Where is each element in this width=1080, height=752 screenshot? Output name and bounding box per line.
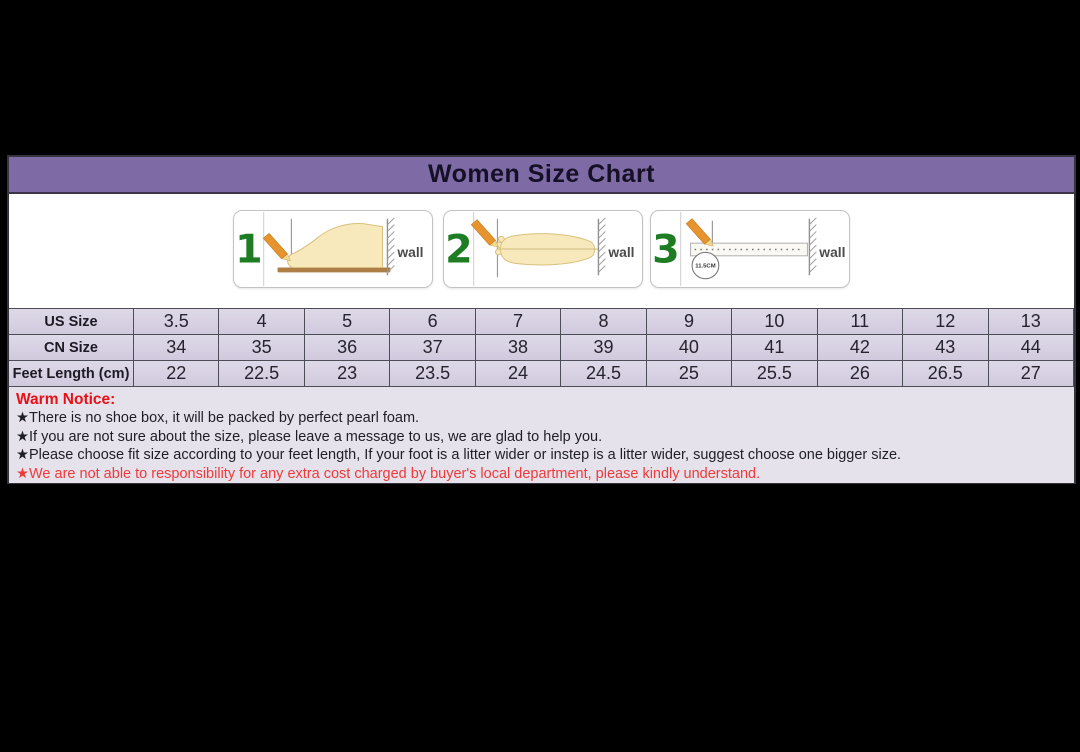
chart-title-bar — [9, 157, 1074, 194]
cn-size-cell: 41 — [732, 335, 817, 361]
row-label-us-size: US Size — [9, 309, 134, 335]
cn-size-cell: 39 — [561, 335, 646, 361]
measure-step-3-figure — [651, 211, 849, 287]
measure-step-3 — [650, 210, 850, 288]
wall-label: wall — [608, 244, 635, 260]
us-size-cell: 11 — [818, 309, 903, 335]
feet-length-cell: 26.5 — [903, 361, 988, 387]
us-size-cell: 3.5 — [134, 309, 219, 335]
cn-size-cell: 40 — [647, 335, 732, 361]
us-size-cell: 6 — [390, 309, 475, 335]
measurement-callout — [692, 252, 719, 278]
board-icon — [278, 268, 391, 273]
feet-length-cell: 25 — [647, 361, 732, 387]
foot-top-icon — [495, 234, 598, 265]
notice-line: ★We are not able to responsibility for any extra cost charged by buyer's local department, please kindly understand. — [16, 465, 761, 482]
cn-size-cell: 36 — [305, 335, 390, 361]
feet-length-cell: 24 — [476, 361, 561, 387]
us-size-cell: 8 — [561, 309, 646, 335]
wall-label: wall — [397, 244, 424, 260]
cn-size-cell: 37 — [390, 335, 475, 361]
us-size-cell: 13 — [989, 309, 1074, 335]
feet-length-cell: 26 — [818, 361, 903, 387]
pencil-icon — [686, 219, 713, 246]
foot-side-icon — [288, 224, 383, 268]
pencil-icon — [471, 220, 498, 247]
feet-length-cell: 25.5 — [732, 361, 817, 387]
wall-icon — [598, 218, 634, 275]
warm-notice — [9, 387, 1074, 483]
cn-size-cell: 44 — [989, 335, 1074, 361]
step-number: 1 — [235, 227, 263, 273]
page-title: Women Size Chart — [427, 160, 656, 188]
cn-size-cell: 34 — [134, 335, 219, 361]
wall-icon — [809, 218, 845, 275]
us-size-cell: 12 — [903, 309, 988, 335]
measurement-instructions — [9, 194, 1074, 308]
us-size-cell: 4 — [219, 309, 304, 335]
feet-length-cell: 23 — [305, 361, 390, 387]
us-size-cell: 5 — [305, 309, 390, 335]
warm-notice-heading: Warm Notice: — [16, 391, 116, 408]
feet-length-cell: 22.5 — [219, 361, 304, 387]
measure-step-2 — [443, 210, 643, 288]
notice-line: ★If you are not sure about the size, please leave a message to us, we are glad to help you. — [16, 428, 603, 445]
notice-line: ★Please choose fit size according to your feet length, If your foot is a litter wider or instep is a litter wider, suggest choose one bigger size. — [16, 447, 902, 463]
measure-step-1-figure — [234, 211, 432, 287]
cn-size-cell: 42 — [818, 335, 903, 361]
feet-length-cell: 24.5 — [561, 361, 646, 387]
wall-icon — [387, 218, 423, 275]
size-chart-panel — [7, 155, 1076, 484]
measurement-value: 11.5CM — [695, 263, 716, 270]
feet-length-cell: 23.5 — [390, 361, 475, 387]
row-label-cn-size: CN Size — [9, 335, 134, 361]
measure-step-2-figure — [444, 211, 642, 287]
measure-step-1 — [233, 210, 433, 288]
step-number: 3 — [652, 227, 680, 273]
feet-length-cell: 22 — [134, 361, 219, 387]
pencil-icon — [263, 233, 290, 260]
us-size-cell: 7 — [476, 309, 561, 335]
cn-size-cell: 43 — [903, 335, 988, 361]
wall-label: wall — [819, 244, 846, 260]
feet-length-cell: 27 — [989, 361, 1074, 387]
step-number: 2 — [445, 227, 473, 273]
row-label-feet-length: Feet Length (cm) — [9, 361, 134, 387]
us-size-cell: 9 — [647, 309, 732, 335]
cn-size-cell: 38 — [476, 335, 561, 361]
notice-line: ★There is no shoe box, it will be packed by perfect pearl foam. — [16, 410, 420, 426]
cn-size-cell: 35 — [219, 335, 304, 361]
us-size-cell: 10 — [732, 309, 817, 335]
size-table — [9, 308, 1074, 387]
